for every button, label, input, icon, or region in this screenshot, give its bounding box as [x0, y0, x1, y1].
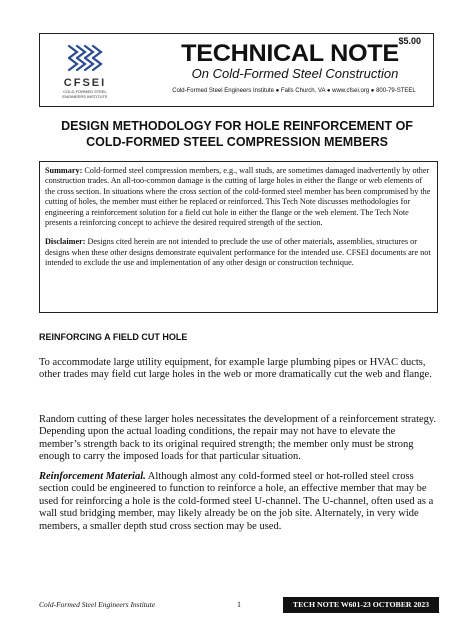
summary-box [39, 161, 438, 313]
technical-note-title: TECHNICAL NOTE [181, 40, 399, 67]
body-paragraph-1: To accommodate large utility equipment, for example large plumbing pipes or HVAC ducts, other trades may field cut large holes in the web or more dramatically cut the web and flange. [39, 357, 432, 381]
paragraph-lead-in: Reinforcement Material. [39, 471, 146, 482]
price-label: $5.00 [398, 36, 421, 46]
disclaimer-text: Designs cited herein are not intended to preclude the use of other materials, assemblies, structures or designs when these other designs demonstrate equivalent performance for the intended use. CFSEI documents are not intended to exclude the use and implementation of any other design or construction technique. [45, 237, 431, 268]
page-number: 1 [237, 600, 241, 609]
paragraph-3-text: Although almost any cold-formed steel or hot-rolled steel cross section could be engineered to function to reinforce a hole, an effective member that may be used for reinforcing a hole is the cold-formed steel U-channel. The U-channel, often used as a wall stud bridging member, may likely already be on the job site. Alternately, in very wide members, a smaller depth stud cross section may be used. [39, 471, 434, 532]
body-paragraph-2: Random cutting of these larger holes necessitates the development of a reinforcement strategy. Depending upon the actual loading conditions, the repair may not have to elevate the member’s strength back to its original required strength; the member only must be strong enough to carry the imposed loads for that particular situation. [39, 414, 437, 463]
summary-label: Summary: [45, 166, 83, 175]
disclaimer-label: Disclaimer: [45, 237, 86, 247]
tech-note-badge: TECH NOTE W601-23 OCTOBER 2023 [283, 597, 439, 613]
document-title [40, 118, 434, 150]
document-title-line-2: COLD-FORMED STEEL COMPRESSION MEMBERS [86, 135, 388, 149]
summary-text: Cold-formed steel compression members, e.g., wall studs, are sometimes damaged inadvertently by other construction trades. An all-too-common damage is the cutting of large holes in either the flange or web elements of the cross section. In situations where the cross section of the cold-formed steel member has been compromised by the cutting of holes, the member must either be replaced or reinforced. This Tech Note discusses methodologies for engineering a reinforcement solution for a field cut hole in either the flange or the web element. The Tech Note presents a reinforcing concept to achieve the desired required strength of the section. [45, 166, 431, 228]
header-box [39, 33, 434, 107]
body-paragraph-3 [39, 471, 439, 533]
section-heading: REINFORCING A FIELD CUT HOLE [39, 332, 188, 342]
cfsei-logo [46, 40, 124, 102]
summary-paragraph [45, 166, 432, 228]
logo-line-2: ENGINEERS INSTITUTE [62, 94, 108, 99]
logo-acronym: CFSEI [63, 77, 107, 89]
logo-mark-icon [63, 40, 107, 76]
logo-line-1: COLD-FORMED STEEL [63, 89, 107, 94]
disclaimer-paragraph [45, 237, 432, 268]
contact-line: Cold-Formed Steel Engineers Institute ● Falls Church, VA ● www.cfsei.org ● 800-79-STEEL [172, 88, 416, 94]
document-title-line-1: DESIGN METHODOLOGY FOR HOLE REINFORCEMENT OF [61, 119, 413, 133]
footer-institute: Cold-Formed Steel Engineers Institute [39, 600, 156, 609]
technical-note-subtitle: On Cold-Formed Steel Construction [191, 66, 399, 81]
